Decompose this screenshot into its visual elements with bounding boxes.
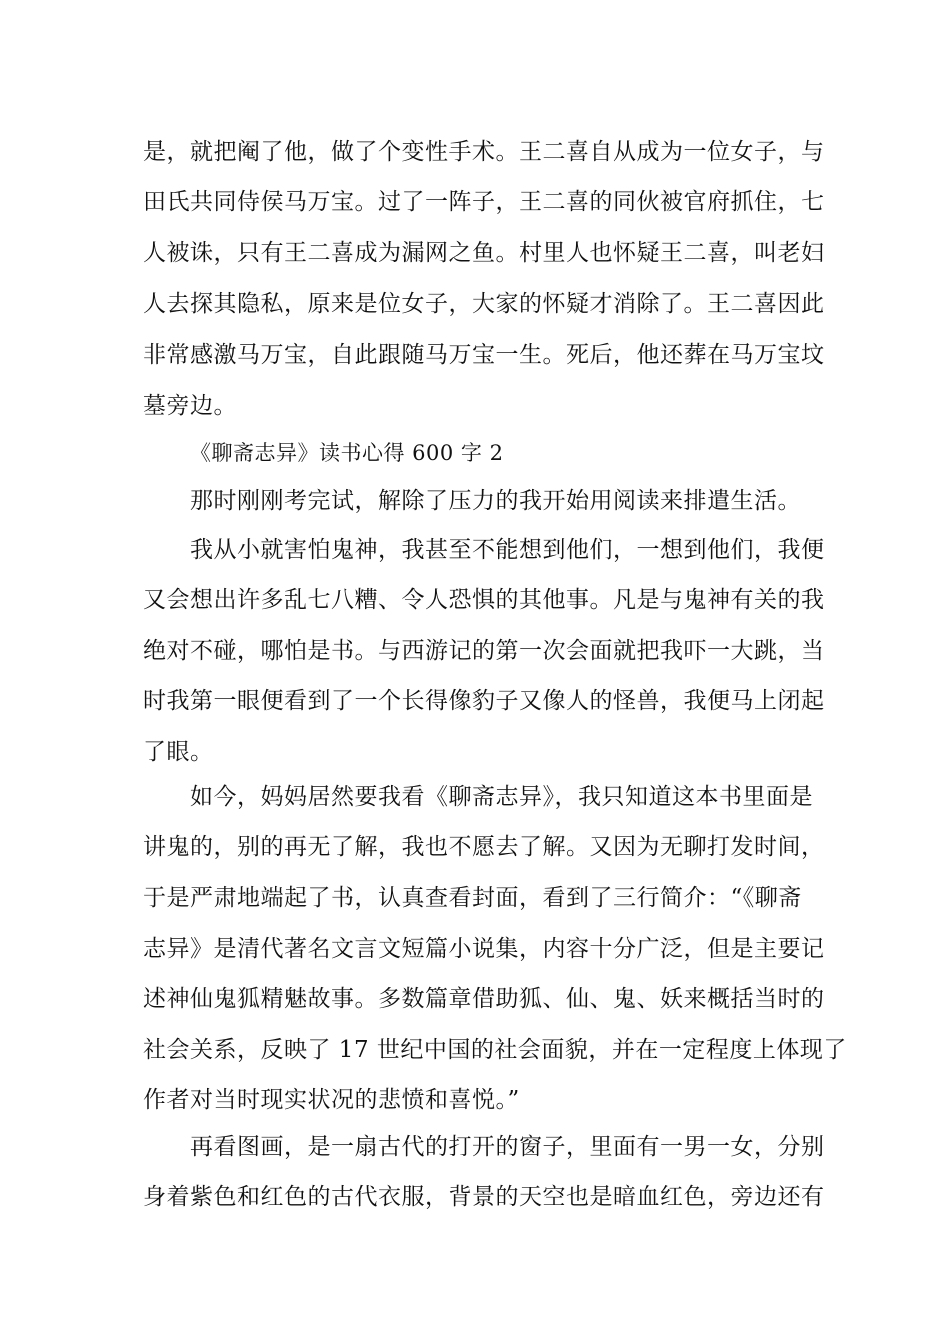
- paragraph-line: 绝对不碰，哪怕是书。与西游记的第一次会面就把我吓一大跳，当: [143, 638, 825, 664]
- paragraph-line: 讲鬼的，别的再无了解，我也不愿去了解。又因为无聊打发时间，: [143, 834, 825, 860]
- paragraph-line: 身着紫色和红色的古代衣服，背景的天空也是暗血红色，旁边还有: [143, 1184, 825, 1210]
- paragraph-line: 是，就把阉了他，做了个变性手术。王二喜自从成为一位女子，与: [143, 139, 825, 165]
- paragraph-line: 了眼。: [143, 739, 214, 765]
- paragraph-line: 于是严肃地端起了书，认真查看封面，看到了三行简介：“《聊斋: [143, 885, 802, 911]
- paragraph-line: 我从小就害怕鬼神，我甚至不能想到他们，一想到他们，我便: [190, 537, 825, 563]
- paragraph-line: 人去探其隐私，原来是位女子，大家的怀疑才消除了。王二喜因此: [143, 291, 825, 317]
- paragraph-line: 社会关系，反映了 17 世纪中国的社会面貌，并在一定程度上体现了: [143, 1037, 847, 1063]
- paragraph-line: 作者对当时现实状况的悲愤和喜悦。”: [143, 1087, 520, 1113]
- paragraph-line: 再看图画，是一扇古代的打开的窗子，里面有一男一女，分别: [190, 1134, 825, 1160]
- paragraph-line: 非常感激马万宝，自此跟随马万宝一生。死后，他还葬在马万宝坟: [143, 342, 825, 368]
- paragraph-line: 志异》是清代著名文言文短篇小说集，内容十分广泛，但是主要记: [143, 936, 825, 962]
- paragraph-line: 田氏共同侍侯马万宝。过了一阵子，王二喜的同伙被官府抓住，七: [143, 189, 825, 215]
- paragraph-line: 述神仙鬼狐精魅故事。多数篇章借助狐、仙、鬼、妖来概括当时的: [143, 986, 825, 1012]
- section-heading: 《聊斋志异》读书心得 600 字 2: [190, 441, 504, 465]
- paragraph-line: 时我第一眼便看到了一个长得像豹子又像人的怪兽，我便马上闭起: [143, 688, 825, 714]
- paragraph-line: 那时刚刚考完试，解除了压力的我开始用阅读来排遣生活。: [190, 488, 801, 514]
- paragraph-line: 又会想出许多乱七八糟、令人恐惧的其他事。凡是与鬼神有关的我: [143, 587, 825, 613]
- paragraph-line: 如今，妈妈居然要我看《聊斋志异》，我只知道这本书里面是: [190, 784, 813, 810]
- paragraph-line: 墓旁边。: [143, 393, 237, 419]
- paragraph-line: 人被诛，只有王二喜成为漏网之鱼。村里人也怀疑王二喜，叫老妇: [143, 240, 825, 266]
